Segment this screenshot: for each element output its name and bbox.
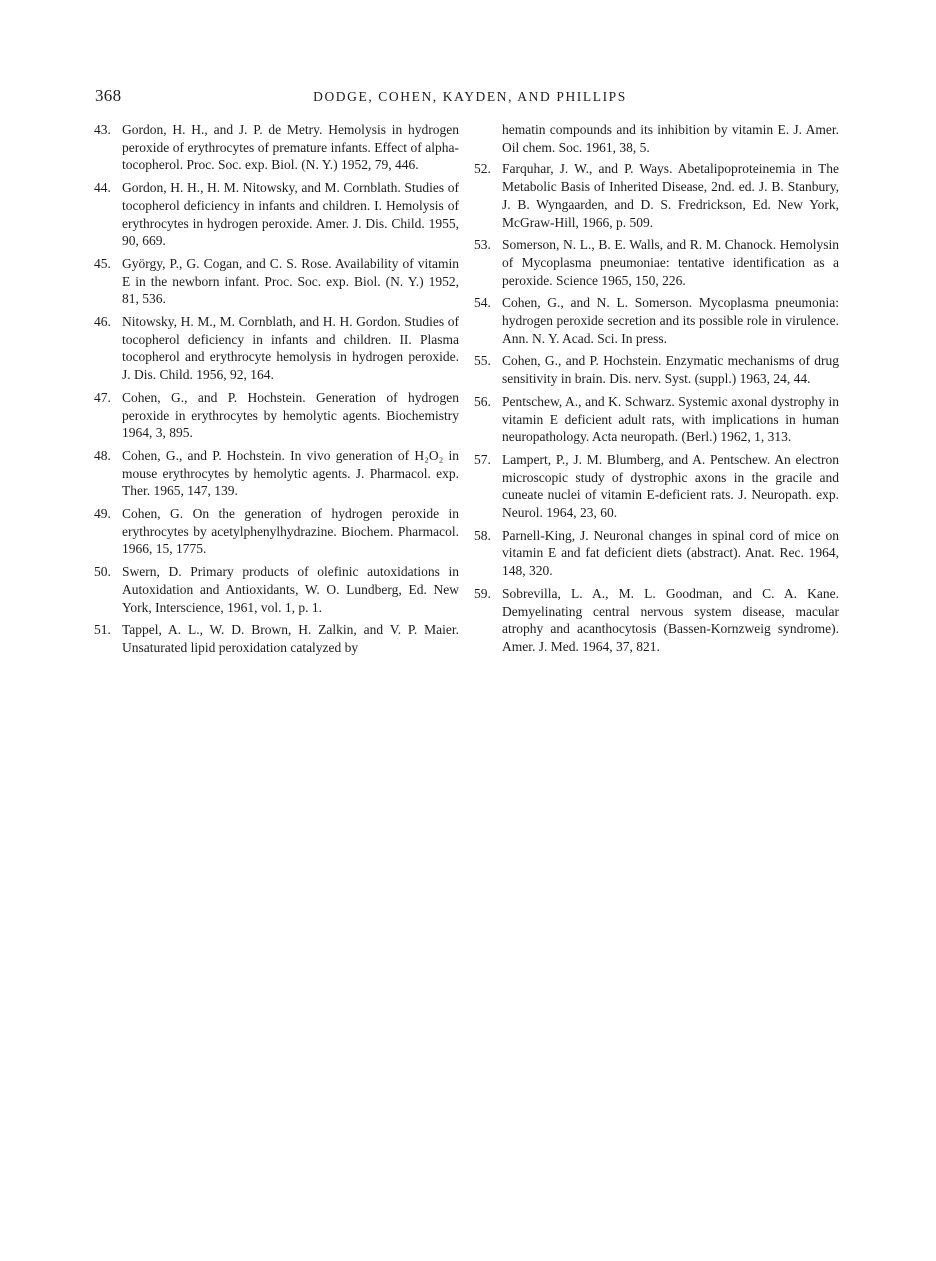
reference-text: Sobrevilla, L. A., M. L. Goodman, and C. A. Kane. Demyelinating central nervous system disease, macular atrophy and acanthocytosis (Bassen-Kornzweig syndrome). Amer. J. Med. 1964, 37, 821. — [502, 585, 839, 654]
reference-52 — [474, 160, 839, 231]
reference-51-continuation: hematin compounds and its inhibition by vitamin E. J. Amer. Oil chem. Soc. 1961, 38, 5. — [502, 122, 839, 155]
reference-number: 47. — [94, 389, 111, 405]
reference-59 — [474, 585, 839, 656]
reference-text: Tappel, A. L., W. D. Brown, H. Zalkin, and V. P. Maier. Unsaturated lipid peroxidation catalyzed by — [122, 622, 459, 655]
reference-number: 52. — [474, 161, 491, 177]
right-column — [474, 121, 839, 656]
reference-48 — [94, 447, 459, 500]
left-column — [94, 121, 459, 657]
reference-number: 50. — [94, 564, 111, 580]
reference-45 — [94, 255, 459, 308]
reference-text: Gordon, H. H., H. M. Nitowsky, and M. Cornblath. Studies of tocopherol deficiency in infants and children. I. Hemolysis of erythrocytes in hydrogen peroxide. Amer. J. Dis. Child. 1955, 90, 669. — [122, 180, 459, 249]
page-number: 368 — [95, 86, 122, 105]
reference-54 — [474, 294, 839, 347]
reference-number: 44. — [94, 180, 111, 196]
reference-number: 58. — [474, 527, 491, 543]
reference-text: Somerson, N. L., B. E. Walls, and R. M. Chanock. Hemolysin of Mycoplasma pneumoniae: tentative identification as a peroxide. Science 1965, 150, 226. — [502, 237, 839, 288]
reference-50 — [94, 563, 459, 616]
reference-number: 57. — [474, 451, 491, 467]
reference-56 — [474, 393, 839, 446]
reference-text: Cohen, G., and P. Hochstein. Generation of hydrogen peroxide in erythrocytes by hemolytic agents. Biochemistry 1964, 3, 895. — [122, 389, 459, 441]
reference-57 — [474, 451, 839, 522]
reference-number: 54. — [474, 295, 491, 311]
reference-number: 43. — [94, 122, 111, 137]
reference-55 — [474, 352, 839, 387]
reference-53 — [474, 236, 839, 289]
reference-51 — [94, 621, 459, 656]
reference-number: 55. — [474, 353, 491, 369]
reference-44 — [94, 179, 459, 250]
reference-47 — [94, 389, 459, 442]
reference-number: 51. — [94, 622, 111, 638]
reference-number: 46. — [94, 314, 111, 330]
reference-text: Swern, D. Primary products of olefinic autoxidations in Autoxidation and Antioxidants, W. O. Lundberg, Ed. New York, Interscience, 1961, vol. 1, p. 1. — [122, 564, 459, 615]
reference-43 — [94, 121, 459, 174]
reference-number: 48. — [94, 447, 111, 463]
reference-text: Farquhar, J. W., and P. Ways. Abetalipoproteinemia in The Metabolic Basis of Inherited Disease, 2nd. ed. J. B. Stanbury, J. B. Wyngaarden, and D. S. Fredrickson, Ed. New York, McGraw-Hill, 1966, p. 509. — [502, 161, 839, 230]
reference-text: Pentschew, A., and K. Schwarz. Systemic axonal dystrophy in vitamin E deficient adult rats, with implications in human neuropathology. Acta neuropath. (Berl.) 1962, 1, 313. — [502, 393, 839, 445]
reference-text: Cohen, G., and P. Hochstein. In vivo generation of H₂O₂ in mouse erythrocytes by hemolytic agents. J. Pharmacol. exp. Ther. 1965, 147, 139. — [122, 447, 459, 499]
reference-text: Cohen, G. On the generation of hydrogen peroxide in erythrocytes by acetylphenylhydrazine. Biochem. Pharmacol. 1966, 15, 1775. — [122, 506, 459, 557]
reference-number: 45. — [94, 255, 111, 271]
reference-text: Cohen, G., and P. Hochstein. Enzymatic mechanisms of drug sensitivity in brain. Dis. nerv. Syst. (suppl.) 1963, 24, 44. — [502, 353, 839, 387]
reference-number: 53. — [474, 237, 491, 253]
reference-46 — [94, 313, 459, 384]
reference-49 — [94, 505, 459, 558]
reference-text: Lampert, P., J. M. Blumberg, and A. Pentschew. An electron microscopic study of dystrophic axons in the gracile and cuneate nuclei of vitamin E-deficient rats. J. Neuropath. exp. Neurol. 1964, 23, 60. — [502, 451, 839, 521]
reference-number: 49. — [94, 506, 111, 522]
reference-text: Cohen, G., and N. L. Somerson. Mycoplasma pneumonia: hydrogen peroxide secretion and its possible role in virulence. Ann. N. Y. Acad. Sci. In press. — [502, 295, 839, 346]
running-head: DODGE, COHEN, KAYDEN, AND PHILLIPS — [313, 89, 627, 104]
reference-text: György, P., G. Cogan, and C. S. Rose. Availability of vitamin E in the newborn infant. Proc. Soc. exp. Biol. (N. Y.) 1952, 81, 536. — [122, 255, 459, 307]
reference-text: Gordon, H. H., and J. P. de Metry. Hemolysis in hydrogen peroxide of erythrocytes of premature infants. Effect of alpha-tocopherol. Proc. Soc. exp. Biol. (N. Y.) 1952, 79, 446. — [122, 122, 459, 173]
reference-text: Nitowsky, H. M., M. Cornblath, and H. H. Gordon. Studies of tocopherol deficiency in infants and children. II. Plasma tocopherol and erythrocyte hemolysis in hydrogen peroxide. J. Dis. Child. 1956, 92, 164. — [122, 314, 459, 383]
reference-number: 59. — [474, 585, 491, 601]
reference-text: Parnell-King, J. Neuronal changes in spinal cord of mice on vitamin E and fat deficient diets (abstract). Anat. Rec. 1964, 148, 320. — [502, 527, 839, 579]
reference-58 — [474, 527, 839, 580]
reference-number: 56. — [474, 393, 491, 409]
